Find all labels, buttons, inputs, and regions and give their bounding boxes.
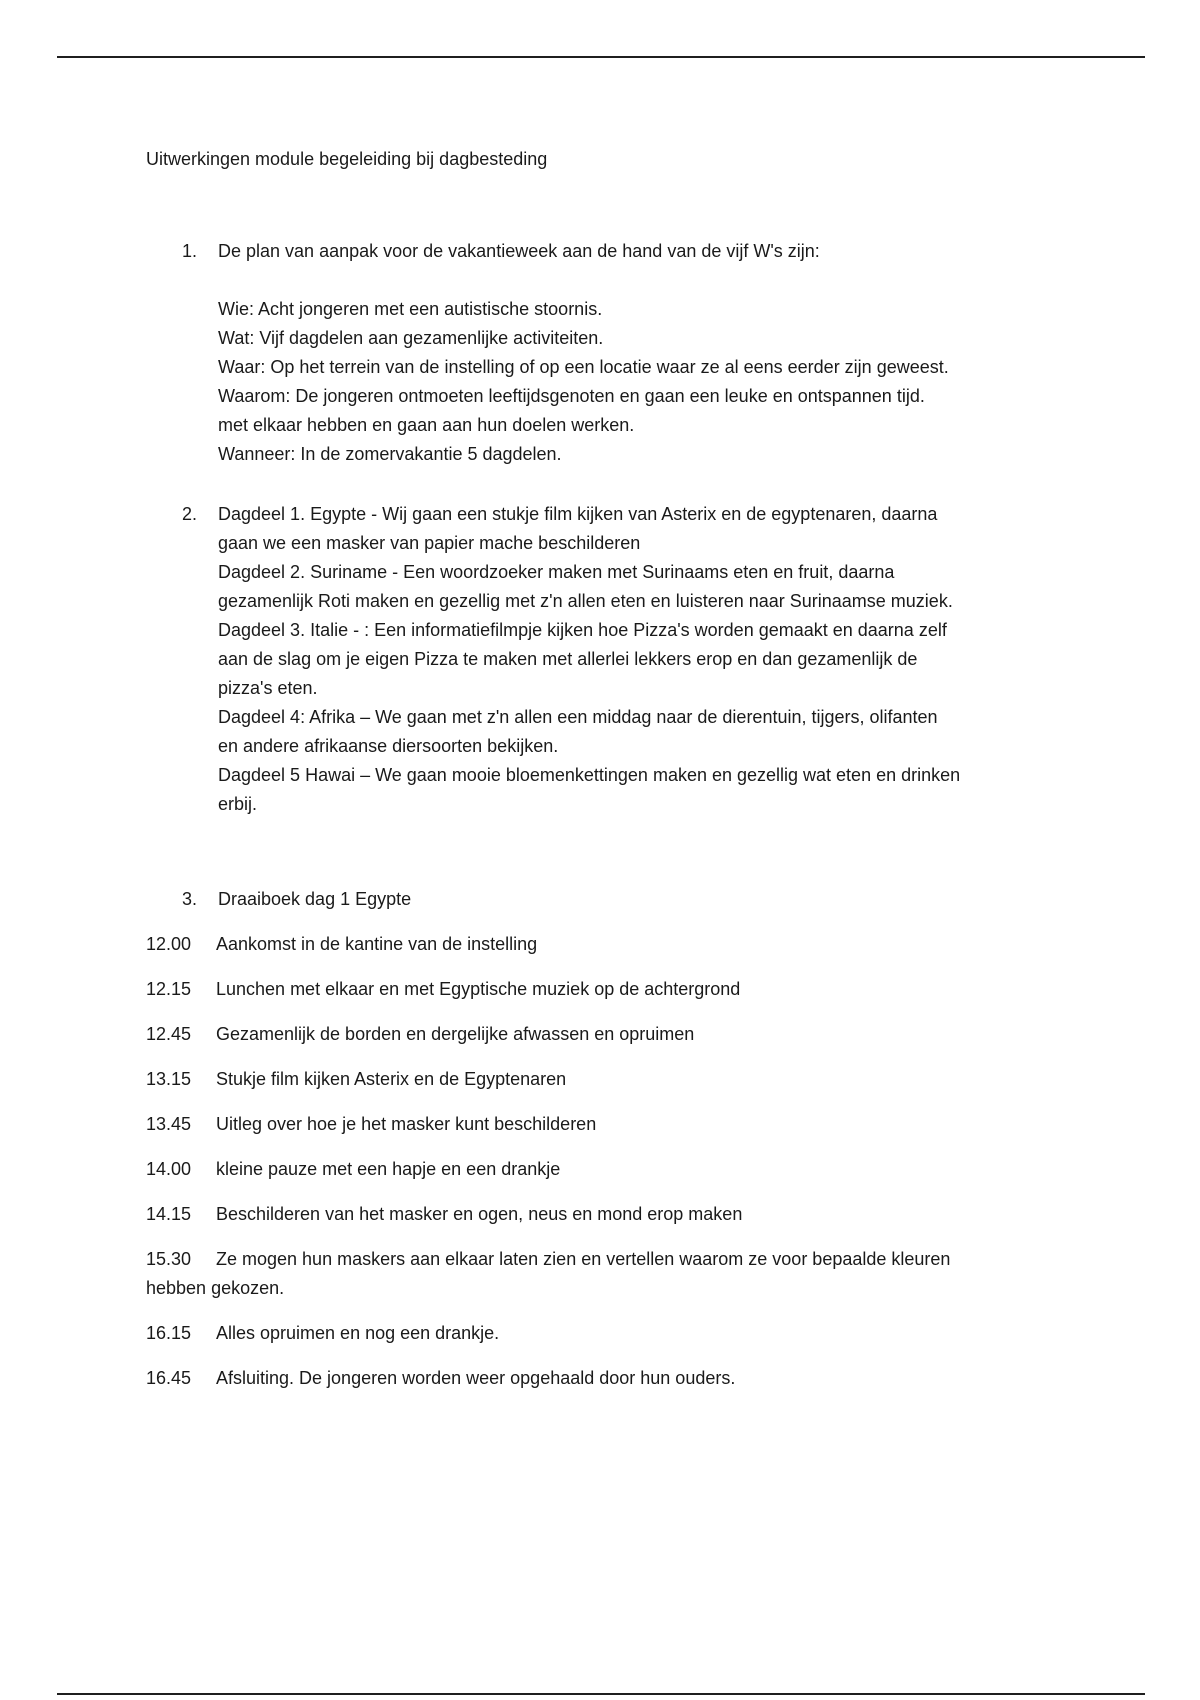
schedule-row [146,1065,1076,1094]
list-item-body [218,237,1066,469]
schedule-row [146,1155,1076,1184]
schedule-text: Beschilderen van het masker en ogen, neus en mond erop maken [216,1204,743,1224]
list-item-body [218,885,1066,914]
item-line: Dagdeel 4: Afrika – We gaan met z'n allen een middag naar de dierentuin, tijgers, olifanten [218,707,938,727]
footer-rule [57,1693,1145,1695]
schedule-time: 13.45 [146,1114,192,1134]
schedule-text: Alles opruimen en nog een drankje. [216,1323,500,1343]
schedule-row [146,975,1076,1004]
schedule-text: Afsluiting. De jongeren worden weer opgehaald door hun ouders. [216,1368,736,1388]
schedule-row [146,1110,1076,1139]
list-number: 2. [182,504,198,524]
schedule-row [146,1200,1076,1229]
item-line: gaan we een masker van papier mache beschilderen [218,533,641,553]
schedule-text: Aankomst in de kantine van de instelling [216,934,538,954]
schedule-time: 13.15 [146,1069,192,1089]
item-line: met elkaar hebben en gaan aan hun doelen werken. [218,415,635,435]
schedule-time: 12.15 [146,979,192,999]
schedule-row [146,1245,1076,1303]
schedule-text: Gezamenlijk de borden en dergelijke afwassen en opruimen [216,1024,695,1044]
list-number: 1. [182,241,198,261]
schedule-time: 12.45 [146,1024,192,1044]
schedule-row [146,1319,1076,1348]
item-line: en andere afrikaanse diersoorten bekijken. [218,736,559,756]
header-rule [57,56,1145,58]
item-line: erbij. [218,794,258,814]
schedule-text: kleine pauze met een hapje en een drankje [216,1159,561,1179]
schedule-time: 16.15 [146,1323,192,1343]
item-line: pizza's eten. [218,678,318,698]
schedule-row [146,930,1076,959]
item-line: Dagdeel 2. Suriname - Een woordzoeker maken met Surinaams eten en fruit, daarna [218,562,895,582]
schedule-text: Uitleg over hoe je het masker kunt beschilderen [216,1114,597,1134]
item-line: gezamenlijk Roti maken en gezellig met z'n allen eten en luisteren naar Surinaamse muziek. [218,591,953,611]
schedule-time: 12.00 [146,934,192,954]
item-line: De plan van aanpak voor de vakantieweek aan de hand van de vijf W's zijn: [218,241,820,261]
schedule-text: Lunchen met elkaar en met Egyptische muziek op de achtergrond [216,979,741,999]
document-title: Uitwerkingen module begeleiding bij dagbesteding [146,149,548,169]
list-item-2 [146,500,1066,819]
schedule-row [146,1020,1076,1049]
item-line: Wie: Acht jongeren met een autistische stoornis. [218,299,603,319]
item-line: Dagdeel 1. Egypte - Wij gaan een stukje film kijken van Asterix en de egyptenaren, daarna [218,504,938,524]
blank-line [218,266,1066,295]
item-line: Wanneer: In de zomervakantie 5 dagdelen. [218,444,562,464]
item-line: Draaiboek dag 1 Egypte [218,889,412,909]
schedule [146,930,1076,1409]
item-line: Waarom: De jongeren ontmoeten leeftijdsgenoten en gaan een leuke en ontspannen tijd. [218,386,925,406]
schedule-text: Stukje film kijken Asterix en de Egyptenaren [216,1069,567,1089]
schedule-row [146,1364,1076,1393]
item-line: Dagdeel 5 Hawai – We gaan mooie bloemenkettingen maken en gezellig wat eten en drinken [218,765,961,785]
schedule-time: 14.15 [146,1204,192,1224]
item-line: Wat: Vijf dagdelen aan gezamenlijke activiteiten. [218,328,604,348]
item-line: aan de slag om je eigen Pizza te maken met allerlei lekkers erop en dan gezamenlijk de [218,649,918,669]
schedule-time: 15.30 [146,1249,192,1269]
schedule-text-continued: hebben gekozen. [146,1278,285,1298]
list-item-body [218,500,1066,819]
list-number: 3. [182,889,198,909]
item-line: Waar: Op het terrein van de instelling of op een locatie waar ze al eens eerder zijn geweest. [218,357,949,377]
schedule-text: Ze mogen hun maskers aan elkaar laten zien en vertellen waarom ze voor bepaalde kleuren [216,1249,951,1269]
schedule-time: 16.45 [146,1368,192,1388]
list-item-3 [146,885,1066,914]
list-item-1 [146,237,1066,469]
item-line: Dagdeel 3. Italie - : Een informatiefilmpje kijken hoe Pizza's worden gemaakt en daarna zelf [218,620,947,640]
schedule-time: 14.00 [146,1159,192,1179]
